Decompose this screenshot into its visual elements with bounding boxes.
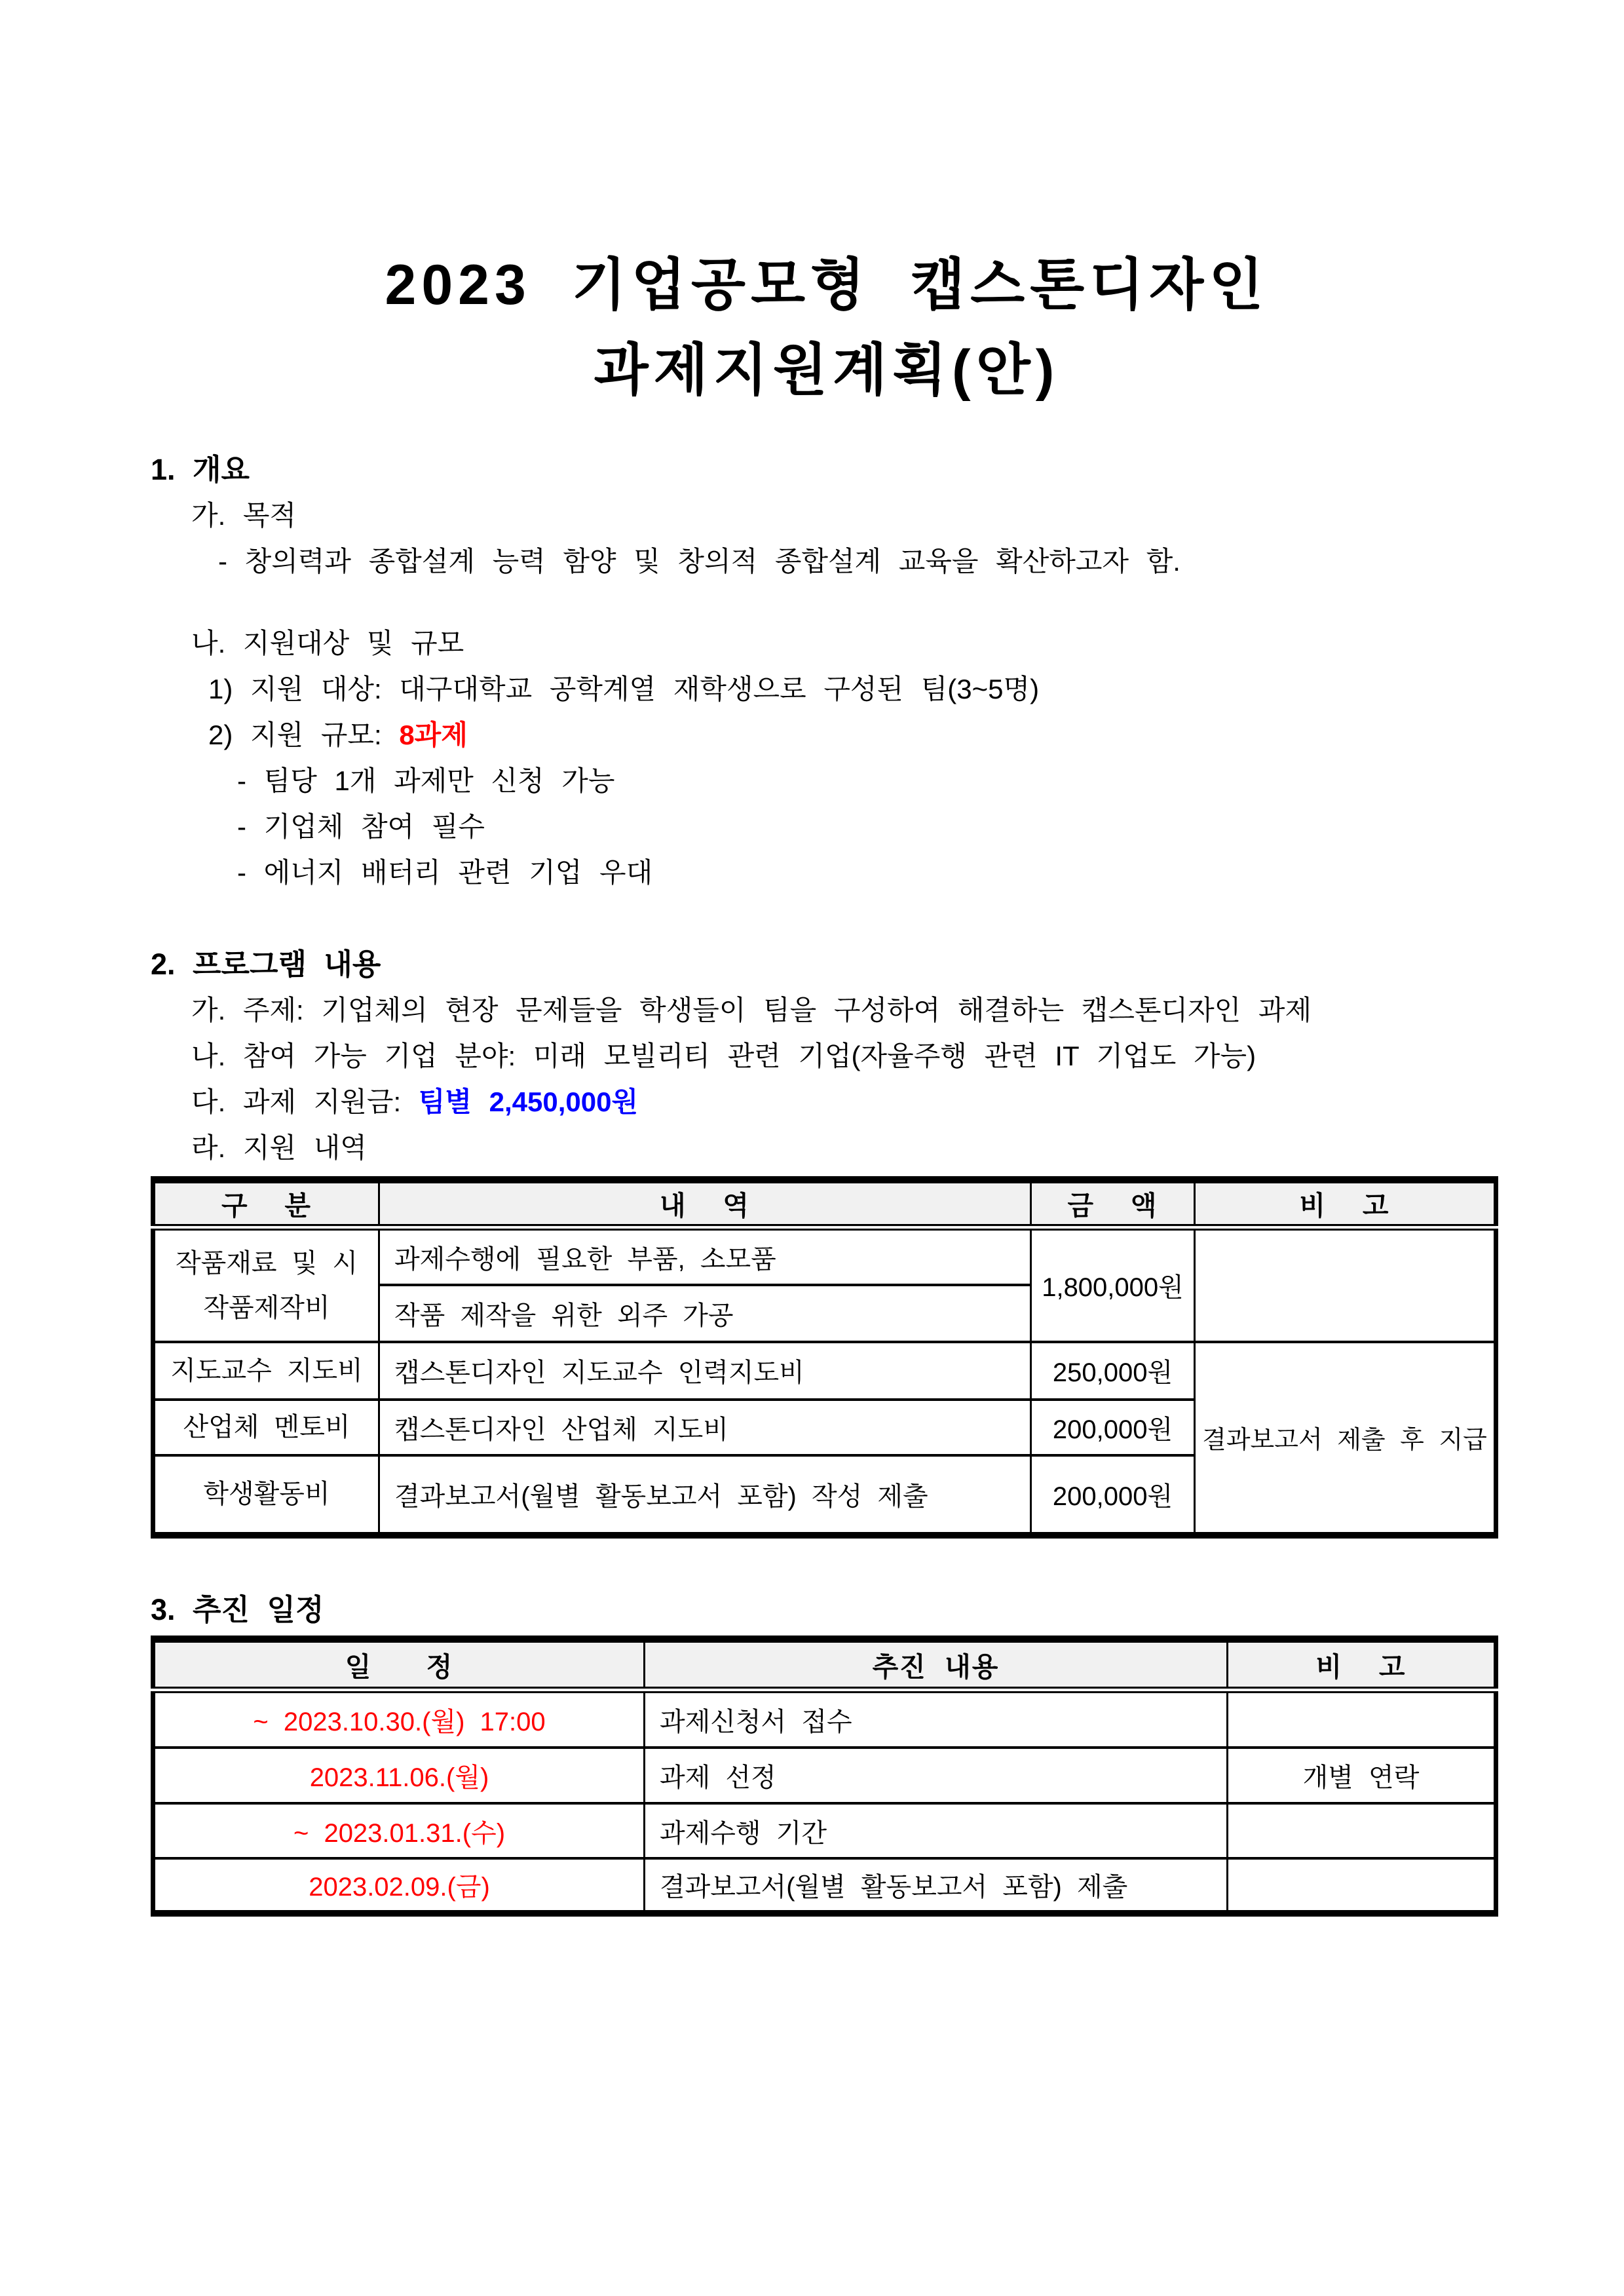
target-bullet3: - 에너지 배터리 관련 기업 우대 xyxy=(237,857,653,888)
schedule-table xyxy=(151,1636,1498,1917)
schedule-header-row xyxy=(153,1639,1496,1690)
schedule-content-4: 결과보고서(월별 활동보고서 포함) 제출 xyxy=(645,1858,1228,1913)
program-support-label: 라. 지원 내역 xyxy=(191,1132,367,1163)
support-category-student: 학생활동비 xyxy=(153,1455,379,1535)
support-header-detail: 내 역 xyxy=(379,1180,1031,1227)
schedule-note-1 xyxy=(1228,1690,1496,1748)
support-detail-professor: 캡스톤디자인 지도교수 인력지도비 xyxy=(379,1342,1031,1400)
schedule-note-4 xyxy=(1228,1858,1496,1913)
schedule-date-2: 2023.11.06.(월) xyxy=(153,1748,645,1803)
target-item2-prefix: 2) 지원 규모: xyxy=(208,719,400,750)
support-category-professor: 지도교수 지도비 xyxy=(153,1342,379,1400)
program-field: 나. 참여 가능 기업 분야: 미래 모빌리티 관련 기업(자율주행 관련 IT 기업도 가능) xyxy=(191,1041,1256,1071)
schedule-row xyxy=(153,1803,1496,1858)
section1-heading: 1. 개요 xyxy=(151,453,250,486)
schedule-date-1: ~ 2023.10.30.(월) 17:00 xyxy=(153,1690,645,1748)
support-detail-student: 결과보고서(월별 활동보고서 포함) 작성 제출 xyxy=(379,1455,1031,1535)
program-grant-highlight: 팀별 2,450,000원 xyxy=(418,1086,639,1117)
table-row xyxy=(153,1227,1496,1285)
support-amount-student: 200,000원 xyxy=(1031,1455,1195,1535)
schedule-header-note: 비 고 xyxy=(1228,1639,1496,1690)
program-topic: 가. 주제: 기업체의 현장 문제들을 학생들이 팀을 구성하여 해결하는 캡스톤디자인 과제 xyxy=(191,995,1312,1025)
support-detail-outsourcing: 작품 제작을 위한 외주 가공 xyxy=(379,1285,1031,1342)
target-item2 xyxy=(151,712,1503,758)
purpose-detail: - 창의력과 종합설계 능력 함양 및 창의적 종합설계 교육을 확산하고자 함. xyxy=(218,546,1180,577)
schedule-date-4: 2023.02.09.(금) xyxy=(153,1858,645,1913)
support-table xyxy=(151,1176,1498,1539)
target-label: 나. 지원대상 및 규모 xyxy=(191,628,464,659)
support-category-materials: 작품재료 및 시작품제작비 xyxy=(153,1227,379,1342)
document-title xyxy=(151,242,1503,413)
support-amount-materials: 1,800,000원 xyxy=(1031,1227,1195,1342)
table-row xyxy=(153,1342,1496,1400)
support-header-amount: 금 액 xyxy=(1031,1180,1195,1227)
schedule-note-3 xyxy=(1228,1803,1496,1858)
target-bullet1: - 팀당 1개 과제만 신청 가능 xyxy=(237,765,615,796)
program-grant-prefix: 다. 과제 지원금: xyxy=(191,1086,419,1117)
support-note-empty xyxy=(1195,1227,1496,1342)
schedule-content-1: 과제신청서 접수 xyxy=(645,1690,1228,1748)
document-title-line1: 2023 기업공모형 캡스톤디자인 xyxy=(385,254,1269,316)
schedule-header-content: 추진 내용 xyxy=(645,1639,1228,1690)
target-item1: 1) 지원 대상: 대구대학교 공학계열 재학생으로 구성된 팀(3~5명) xyxy=(208,674,1040,704)
schedule-row xyxy=(153,1858,1496,1913)
schedule-content-3: 과제수행 기간 xyxy=(645,1803,1228,1858)
support-header-note: 비 고 xyxy=(1195,1180,1496,1227)
target-bullet2: - 기업체 참여 필수 xyxy=(237,811,485,842)
document-title-line2: 과제지원계획(안) xyxy=(594,339,1060,402)
program-grant xyxy=(151,1079,1503,1125)
support-amount-professor: 250,000원 xyxy=(1031,1342,1195,1400)
schedule-note-2: 개별 연락 xyxy=(1228,1748,1496,1803)
purpose-label: 가. 목적 xyxy=(191,500,297,531)
support-header-row xyxy=(153,1180,1496,1227)
support-detail-mentor: 캡스톤디자인 산업체 지도비 xyxy=(379,1400,1031,1455)
schedule-header-date: 일 정 xyxy=(153,1639,645,1690)
support-merged-note: 결과보고서 제출 후 지급 xyxy=(1195,1342,1496,1535)
support-category-mentor: 산업체 멘토비 xyxy=(153,1400,379,1455)
support-header-category: 구 분 xyxy=(153,1180,379,1227)
support-amount-mentor: 200,000원 xyxy=(1031,1400,1195,1455)
section3-heading: 3. 추진 일정 xyxy=(151,1592,324,1626)
schedule-content-2: 과제 선정 xyxy=(645,1748,1228,1803)
support-detail-parts: 과제수행에 필요한 부품, 소모품 xyxy=(379,1227,1031,1285)
section2-heading: 2. 프로그램 내용 xyxy=(151,947,381,981)
schedule-row xyxy=(153,1748,1496,1803)
schedule-row xyxy=(153,1690,1496,1748)
target-item2-highlight: 8과제 xyxy=(399,719,468,750)
schedule-date-3: ~ 2023.01.31.(수) xyxy=(153,1803,645,1858)
